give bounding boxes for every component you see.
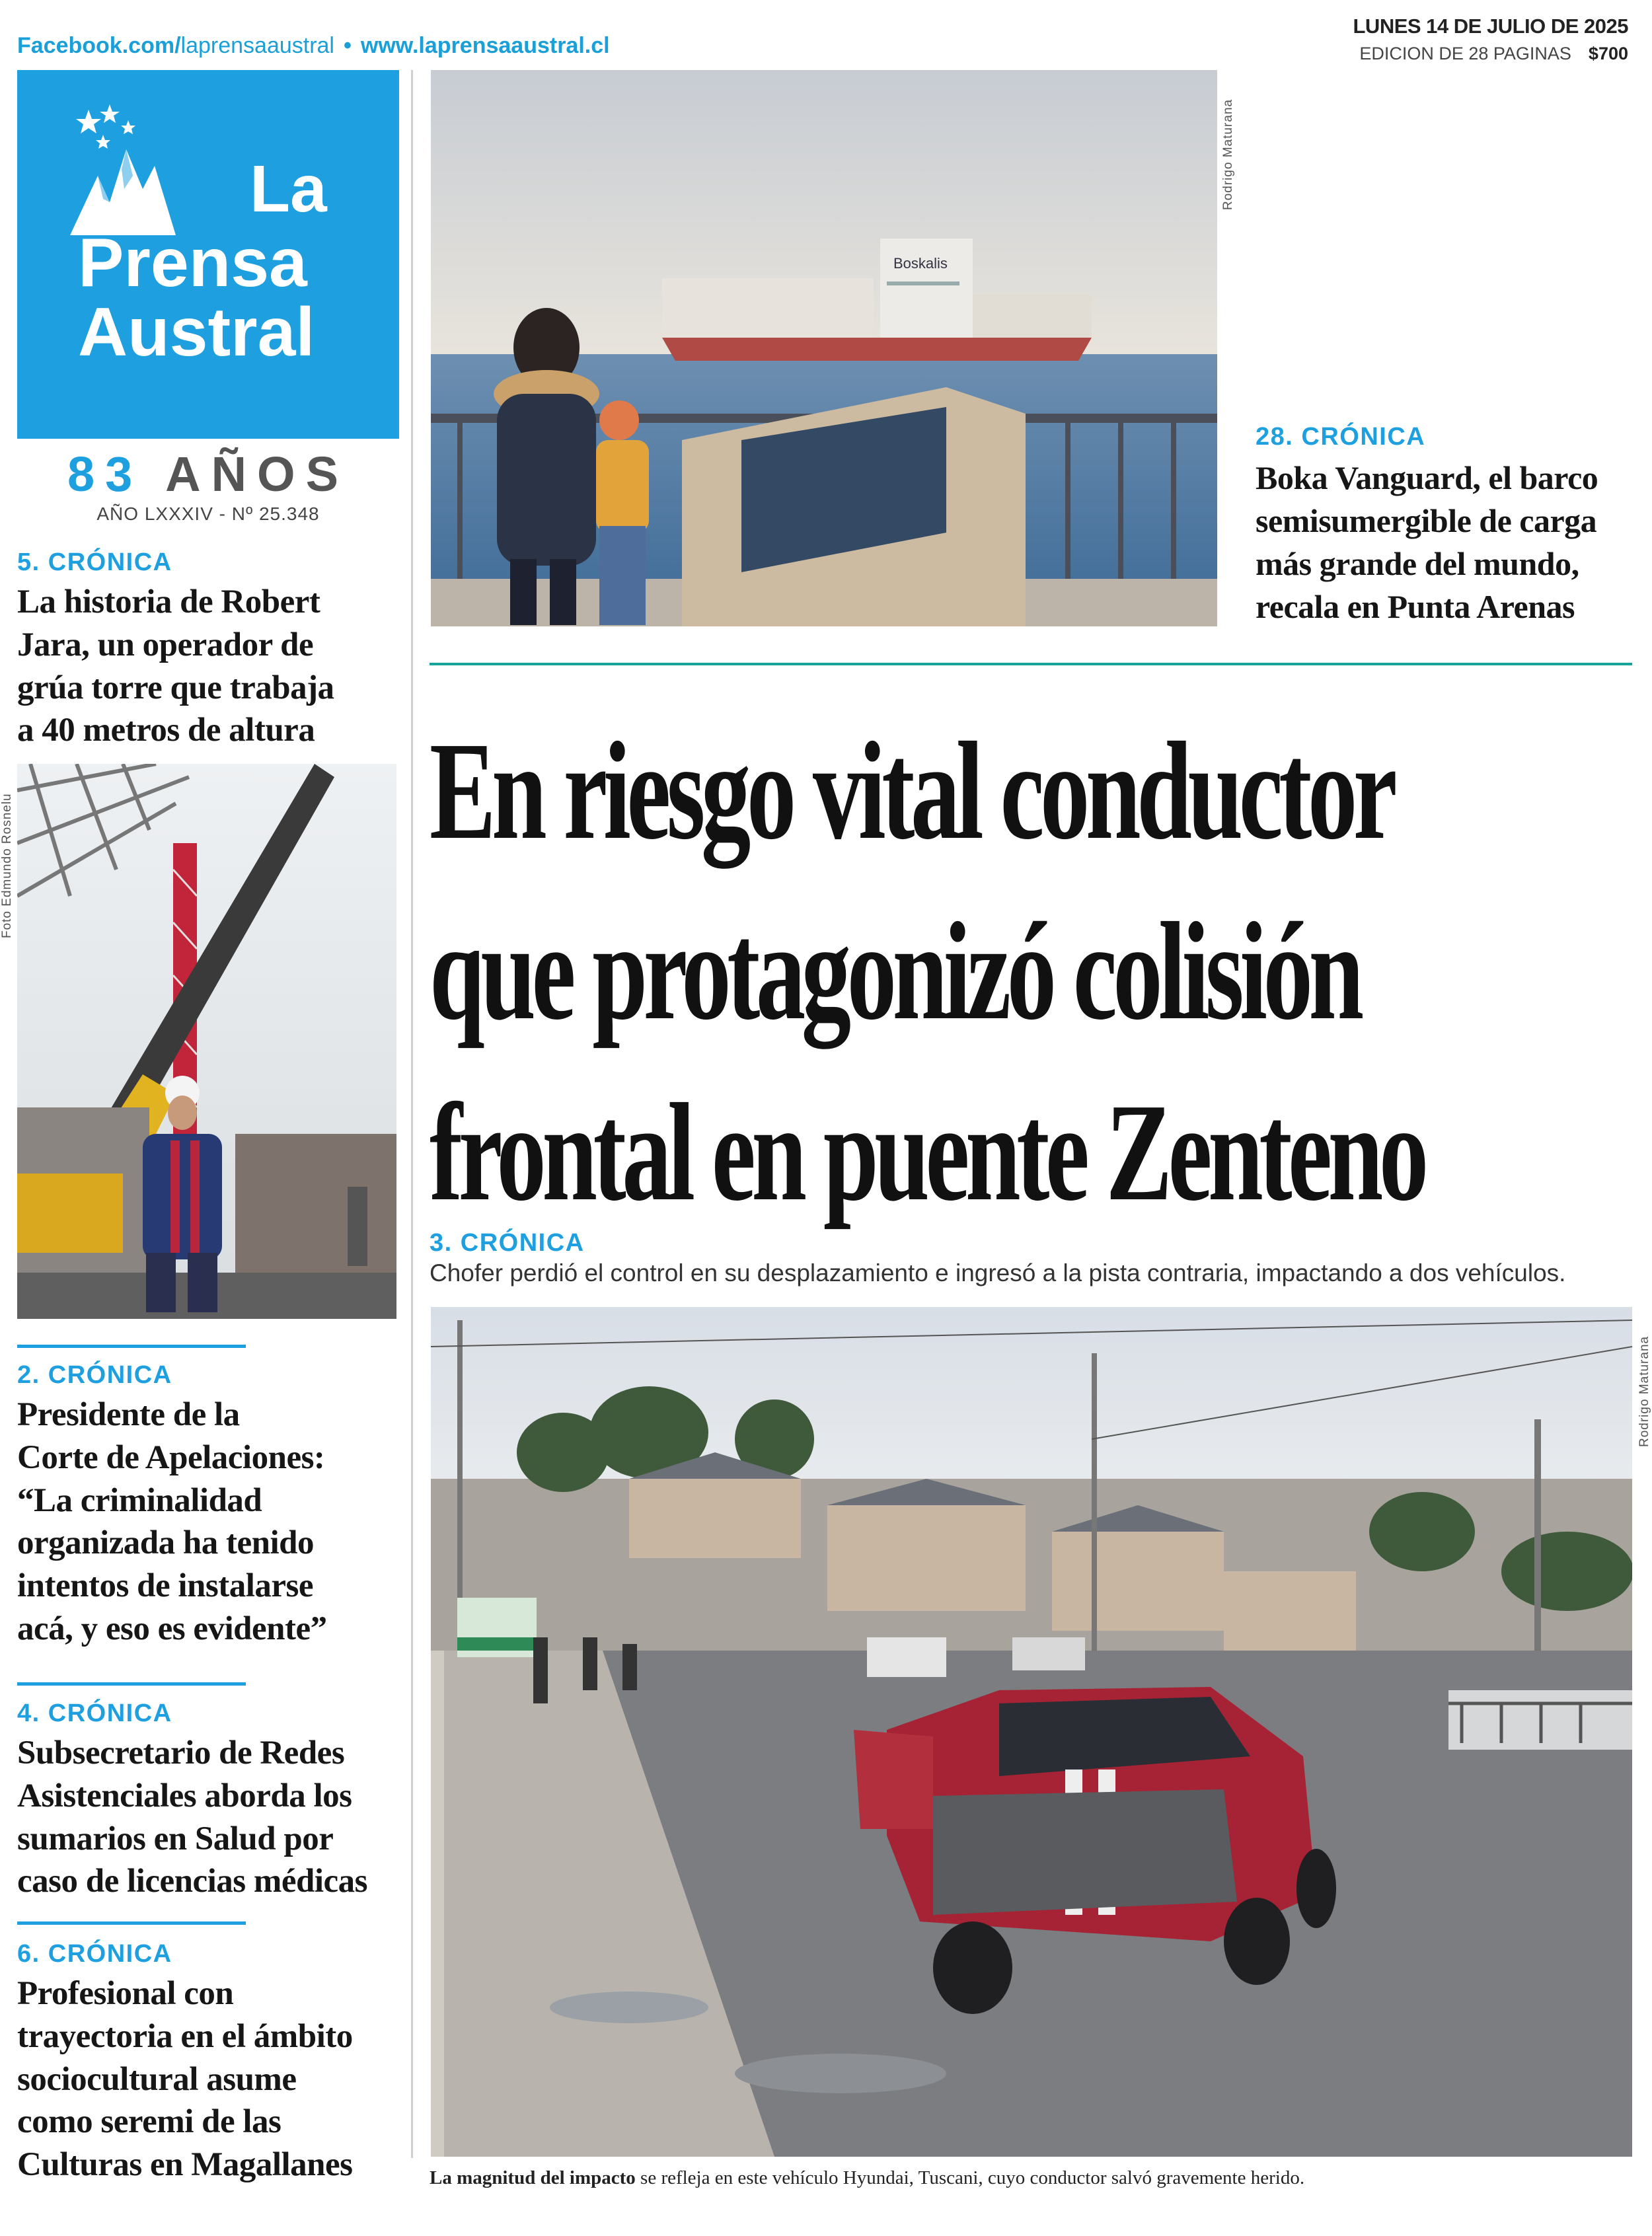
- lead-deck: Chofer perdió el control en su desplazamiento e ingresó a la pista contraria, impactando a dos vehículos.: [430, 1259, 1566, 1286]
- years-word: AÑOS: [165, 447, 349, 502]
- caption-text: se refleja en este vehículo Hyundai, Tuscani, cuyo conductor salvó gravemente herido.: [635, 2167, 1305, 2188]
- logo-line-3: Austral: [78, 294, 315, 371]
- sidebar-story-1[interactable]: [17, 548, 407, 752]
- sidebar-story-3[interactable]: [17, 1699, 407, 1903]
- caption-lead: La magnitud del impacto: [430, 2167, 636, 2188]
- section-tag: 6. CRÓNICA: [17, 1940, 172, 1968]
- years-number: 83: [67, 447, 143, 502]
- headline-line: Corte de Apelaciones:: [17, 1438, 325, 1476]
- photo-credit: Rodrigo Maturana: [1221, 98, 1235, 210]
- logo-line-1: La: [250, 152, 327, 226]
- headline-line: como seremi de las: [17, 2103, 282, 2141]
- headline-line: intentos de instalarse: [17, 1567, 313, 1605]
- column-divider: [411, 70, 413, 2158]
- headline-line: Presidente de la: [17, 1396, 240, 1433]
- section-rule: [17, 1682, 246, 1686]
- headline-line: La historia de Robert: [17, 583, 320, 620]
- website-link[interactable]: www.laprensaaustral.cl: [360, 33, 610, 58]
- section-rule: [430, 663, 1632, 665]
- photo-credit: Rodrigo Maturana: [1637, 1335, 1651, 1447]
- logo-line-2: Prensa: [78, 225, 307, 301]
- headline-line: organizada ha tenido: [17, 1524, 315, 1562]
- headline-line: Jara, un operador de: [17, 626, 314, 663]
- dateline: [1353, 15, 1629, 64]
- sidebar-story-2[interactable]: [17, 1361, 407, 1651]
- headline-line: trayectoria en el ámbito: [17, 2017, 353, 2055]
- anniversary-badge: [17, 446, 399, 502]
- headline-line: más grande del mundo,: [1256, 545, 1579, 582]
- ship-label: Boskalis: [893, 255, 948, 272]
- ship-photo[interactable]: [431, 70, 1217, 626]
- crash-photo[interactable]: [431, 1307, 1632, 2157]
- section-tag: 28. CRÓNICA: [1256, 423, 1426, 451]
- section-tag: 3. CRÓNICA: [430, 1229, 585, 1257]
- crane-photo-image: [17, 764, 396, 1319]
- headline-line: En riesgo vital conductor: [430, 713, 1394, 868]
- facebook-prefix[interactable]: Facebook.com/: [17, 33, 181, 58]
- headline-line: acá, y eso es evidente”: [17, 1610, 327, 1647]
- separator: •: [344, 33, 352, 58]
- ship-story[interactable]: [1256, 423, 1639, 628]
- headline-line: que protagonizó colisión: [430, 893, 1360, 1049]
- headline-line: caso de licencias médicas: [17, 1863, 367, 1900]
- story-headline[interactable]: [17, 1972, 407, 2186]
- headline-line: sociocultural asume: [17, 2060, 297, 2098]
- photo-caption: [430, 2167, 1304, 2189]
- headline-line: sumarios en Salud por: [17, 1820, 334, 1857]
- lead-headline[interactable]: [430, 700, 1425, 1242]
- headline-line: semisumergible de carga: [1256, 502, 1597, 539]
- headline-line: Culturas en Magallanes: [17, 2146, 353, 2184]
- section-tag: 2. CRÓNICA: [17, 1361, 172, 1389]
- photo-credit: Foto Edmundo Rosnelu: [0, 793, 14, 938]
- headline-line: Profesional con: [17, 1975, 234, 2012]
- section-tag: 5. CRÓNICA: [17, 548, 172, 576]
- headline-line: Asistenciales aborda los: [17, 1777, 352, 1814]
- headline-line: recala en Punta Arenas: [1256, 588, 1575, 625]
- story-headline[interactable]: [17, 1732, 407, 1903]
- crane-worker-photo[interactable]: [17, 764, 396, 1319]
- story-headline[interactable]: [1256, 457, 1639, 628]
- edition-info: [1353, 44, 1629, 64]
- masthead-logo[interactable]: [17, 70, 399, 439]
- section-tag: 4. CRÓNICA: [17, 1699, 172, 1727]
- headline-line: a 40 metros de altura: [17, 712, 315, 749]
- sidebar-story-4[interactable]: [17, 1940, 407, 2186]
- headline-line: Subsecretario de Redes: [17, 1734, 345, 1771]
- headline-line: grúa torre que trabaja: [17, 669, 334, 706]
- headline-line: “La criminalidad: [17, 1481, 262, 1519]
- price: $700: [1588, 44, 1628, 63]
- facebook-handle[interactable]: laprensaaustral: [180, 33, 334, 58]
- section-rule: [17, 1921, 246, 1925]
- story-headline[interactable]: [17, 1394, 407, 1651]
- ship-photo-image: [431, 70, 1217, 626]
- headline-line: Boka Vanguard, el barco: [1256, 459, 1598, 496]
- page-count: EDICION DE 28 PAGINAS: [1359, 44, 1571, 63]
- crash-photo-image: [431, 1307, 1632, 2157]
- story-headline[interactable]: [17, 581, 407, 752]
- issue-number: AÑO LXXXIV - Nº 25.348: [96, 503, 320, 524]
- section-rule: [17, 1345, 246, 1348]
- social-links: [17, 33, 610, 59]
- issue-date: LUNES 14 DE JULIO DE 2025: [1353, 15, 1628, 38]
- headline-line: frontal en puente Zenteno: [430, 1074, 1425, 1230]
